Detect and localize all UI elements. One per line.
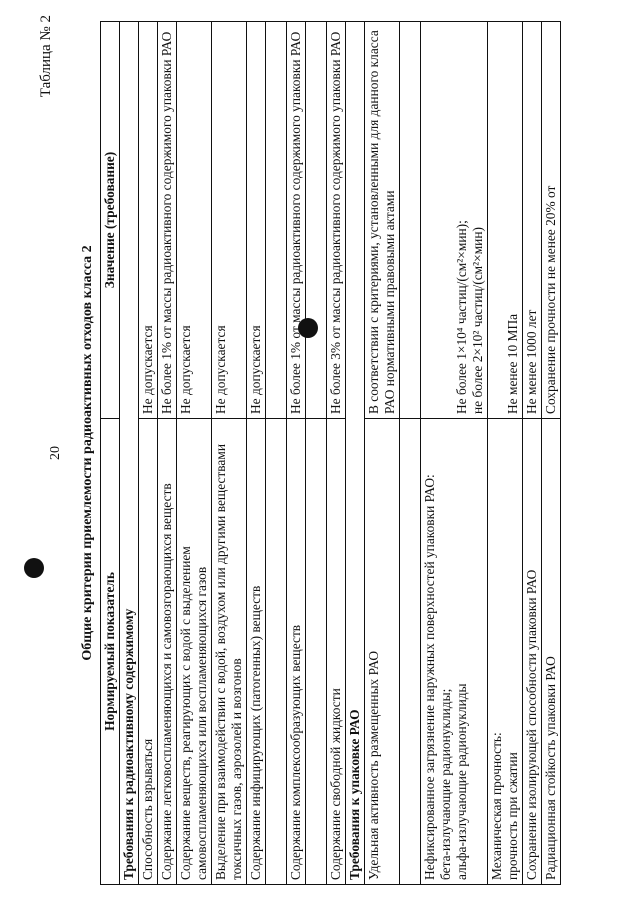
spacer-cell <box>266 21 287 418</box>
requirement-cell: Не допускается <box>247 21 266 418</box>
indicator-cell: Выделение при взаимодействии с водой, воздухом или другими веществами токсичных газов, аэрозолей и возгонов <box>212 418 247 884</box>
requirement-cell: Не более 1% от массы радиоактивного содержимого упаковки РАО <box>287 21 306 418</box>
spacer-cell <box>400 418 421 884</box>
requirement-cell: Не допускается <box>212 21 247 418</box>
table-caption: Общие критерии приемлемости радиоактивных отходов класса 2 <box>80 244 95 661</box>
requirement-cell: Не более 1% от массы радиоактивного содержимого упаковки РАО <box>158 21 177 418</box>
requirement-cell: В соответствии с критериями, установленными для данного класса РАО нормативными правовыми актами <box>365 21 400 418</box>
indicator-cell: Содержание инфицирующих (патогенных) веществ <box>247 418 266 884</box>
requirement-cell: Не более 1×10⁴ частиц/(см²×мин); не более 2×10² частиц/(см²×мин) <box>421 21 488 418</box>
section-header-row <box>120 21 139 884</box>
requirement-cell: Не менее 10 МПа <box>488 21 523 418</box>
table-row <box>287 21 306 884</box>
indicator-cell: Способность взрываться <box>139 418 158 884</box>
column-header: Нормируемый показатель <box>101 418 120 884</box>
page-number: 20 <box>48 445 63 460</box>
table-row <box>542 21 561 884</box>
requirement-cell: Не допускается <box>139 21 158 418</box>
spacer-cell <box>400 21 421 418</box>
spacer-row <box>400 21 421 884</box>
table-row <box>327 21 346 884</box>
indicator-cell: Радиационная стойкость упаковки РАО <box>542 418 561 884</box>
indicator-cell: Сохранение изолирующей способности упаковки РАО <box>523 418 542 884</box>
indicator-cell: Механическая прочность: прочность при сжатии <box>488 418 523 884</box>
section-title: Требования к радиоактивному содержимому <box>120 21 139 884</box>
table-row <box>421 21 488 884</box>
rotated-page <box>40 13 600 893</box>
spacer-cell <box>266 418 287 884</box>
indicator-cell: Содержание легковоспламеняющихся и самовозгорающихся веществ <box>158 418 177 884</box>
table-header-row <box>101 21 120 884</box>
requirement-cell: Не допускается <box>177 21 212 418</box>
spacer-row <box>306 21 327 884</box>
indicator-cell: Удельная активность размещенных РАО <box>365 418 400 884</box>
requirement-cell: Не более 3% от массы радиоактивного содержимого упаковки РАО <box>327 21 346 418</box>
spacer-row <box>266 21 287 884</box>
table-body <box>120 21 561 884</box>
spacer-cell <box>306 418 327 884</box>
indicator-cell: Содержание комплексообразующих веществ <box>287 418 306 884</box>
spacer-cell <box>306 21 327 418</box>
table-row <box>177 21 212 884</box>
table-row <box>212 21 247 884</box>
table-row <box>247 21 266 884</box>
table-row <box>158 21 177 884</box>
indicator-cell: Нефиксированное загрязнение наружных поверхностей упаковки РАО: бета-излучающие радионуклиды; альфа-излучающие радионуклиды <box>421 418 488 884</box>
table-row <box>365 21 400 884</box>
requirement-cell: Сохранение прочности не менее 20% от <box>542 21 561 418</box>
indicator-cell: Содержание веществ, реагирующих с водой с выделением самовоспламеняющихся или воспламеняющихся газов <box>177 418 212 884</box>
table-row <box>139 21 158 884</box>
table-row <box>488 21 523 884</box>
table-row <box>523 21 542 884</box>
section-header-row <box>346 21 365 884</box>
section-title: Требования к упаковке РАО <box>346 21 365 884</box>
table-label: Таблица № 2 <box>38 14 54 97</box>
indicator-cell: Содержание свободной жидкости <box>327 418 346 884</box>
requirement-cell: Не менее 1000 лет <box>523 21 542 418</box>
column-header: Значение (требование) <box>101 21 120 418</box>
criteria-table <box>100 21 561 885</box>
